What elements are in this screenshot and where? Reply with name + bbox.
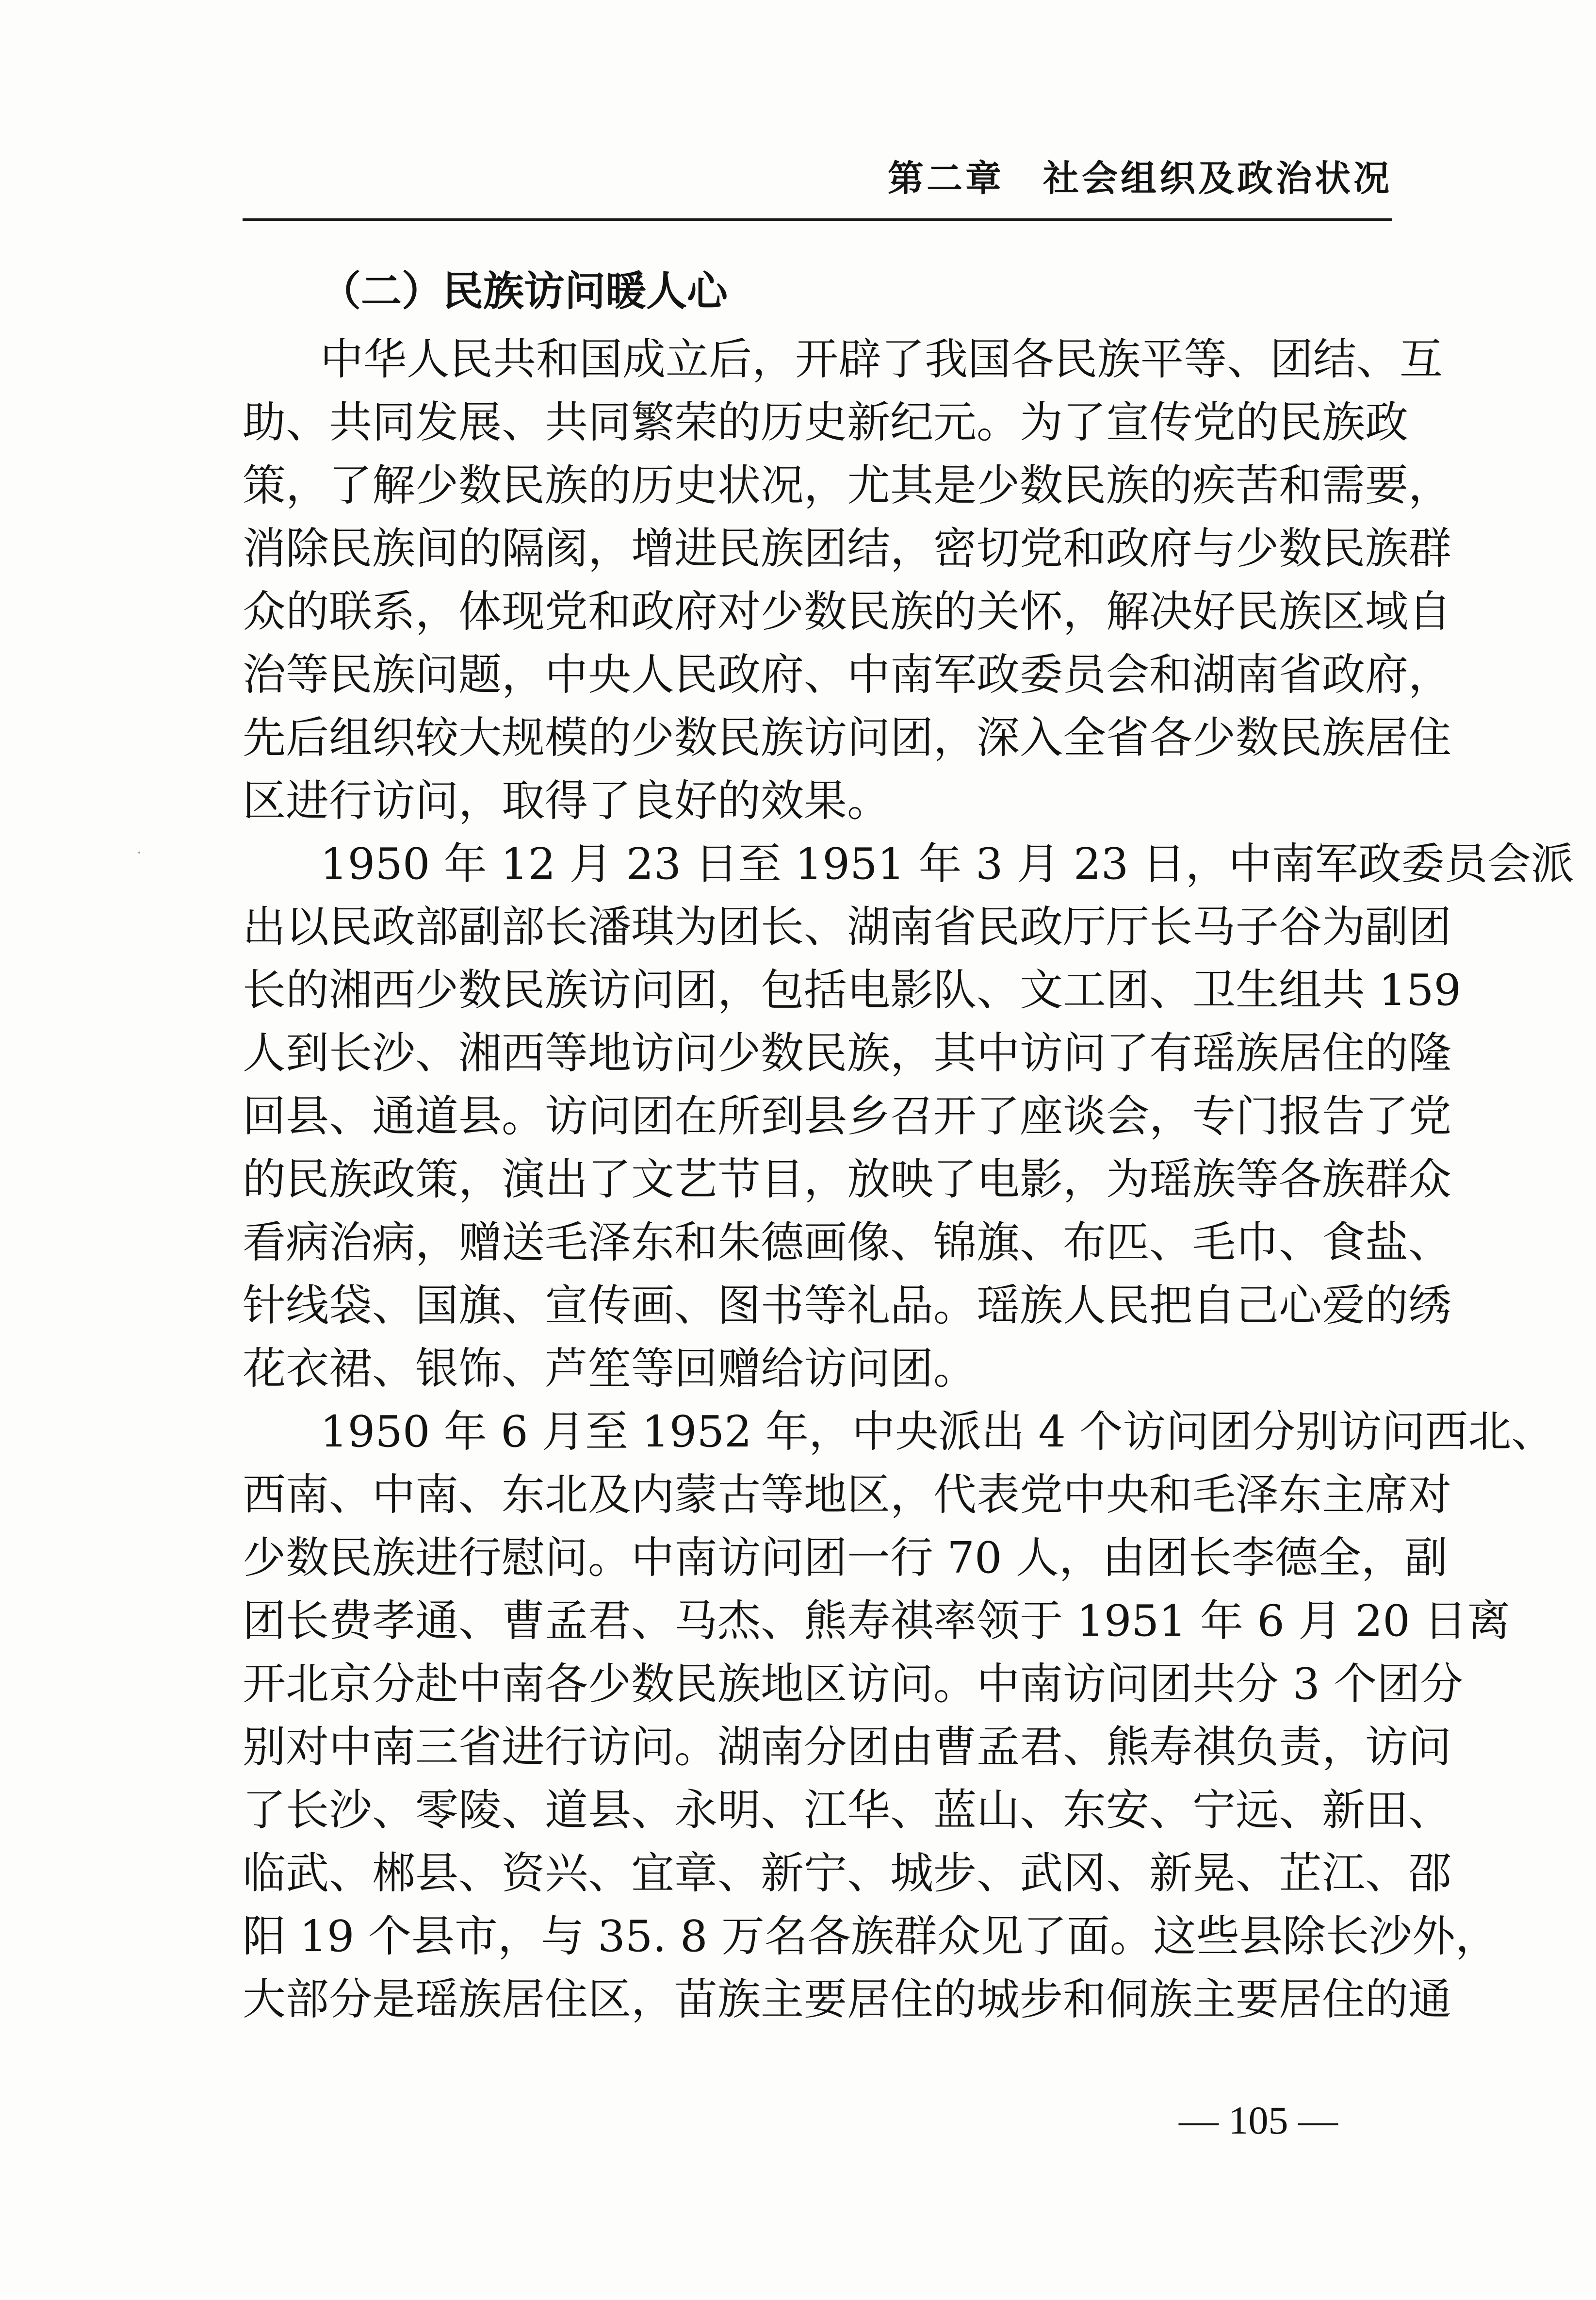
- text-line: 众的联系，体现党和政府对少数民族的关怀，解决好民族区域自: [243, 586, 1451, 637]
- text-line: 人到长沙、湘西等地访问少数民族，其中访问了有瑶族居住的隆: [243, 1028, 1451, 1078]
- section-heading: （二）民族访问暖人心: [320, 267, 728, 315]
- text-line: 临武、郴县、资兴、宜章、新宁、城步、武冈、新晃、芷江、邵: [243, 1848, 1451, 1898]
- text-line: 先后组织较大规模的少数民族访问团，深入全省各少数民族居住: [243, 712, 1451, 763]
- text-line: 助、共同发展、共同繁荣的历史新纪元。为了宣传党的民族政: [243, 397, 1408, 447]
- text-line: 别对中南三省进行访问。湖南分团由曹孟君、熊寿祺负责，访问: [243, 1722, 1451, 1772]
- text-line: 开北京分赴中南各少数民族地区访问。中南访问团共分 3 个团分: [243, 1659, 1464, 1709]
- scan-speck: [138, 852, 140, 854]
- text-line: 中华人民共和国成立后，开辟了我国各民族平等、团结、互: [320, 334, 1443, 384]
- text-line: 花衣裙、银饰、芦笙等回赠给访问团。: [243, 1343, 977, 1394]
- text-line: 出以民政部副部长潘琪为团长、湖南省民政厅厅长马子谷为副团: [243, 902, 1451, 952]
- text-line: 1950 年 12 月 23 日至 1951 年 3 月 23 日，中南军政委员会派: [320, 838, 1574, 889]
- text-line: 区进行访问，取得了良好的效果。: [243, 775, 890, 826]
- text-line: 大部分是瑶族居住区，苗族主要居住的城步和侗族主要居住的通: [243, 1974, 1451, 2024]
- text-line: 消除民族间的隔阂，增进民族团结，密切党和政府与少数民族群: [243, 523, 1451, 574]
- text-line: 看病治病，赠送毛泽东和朱德画像、锦旗、布匹、毛巾、食盐、: [243, 1217, 1451, 1267]
- text-line: 阳 19 个县市，与 35. 8 万名各族群众见了面。这些县除长沙外，: [243, 1911, 1498, 1961]
- text-line: 回县、通道县。访问团在所到县乡召开了座谈会，专门报告了党: [243, 1091, 1451, 1141]
- page-number: — 105 —: [1179, 2098, 1338, 2142]
- text-line: 策，了解少数民族的历史状况，尤其是少数民族的疾苦和需要，: [243, 460, 1451, 510]
- text-line: 西南、中南、东北及内蒙古等地区，代表党中央和毛泽东主席对: [243, 1469, 1451, 1520]
- text-line: 了长沙、零陵、道县、永明、江华、蓝山、东安、宁远、新田、: [243, 1785, 1451, 1835]
- text-line: 针线袋、国旗、宣传画、图书等礼品。瑶族人民把自己心爱的绣: [243, 1280, 1451, 1331]
- text-line: 团长费孝通、曹孟君、马杰、熊寿祺率领于 1951 年 6 月 20 日离: [243, 1595, 1511, 1646]
- text-line: 1950 年 6 月至 1952 年，中央派出 4 个访问团分别访问西北、: [320, 1406, 1555, 1457]
- text-line: 治等民族问题，中央人民政府、中南军政委员会和湖南省政府，: [243, 649, 1451, 700]
- text-line: 少数民族进行慰问。中南访问团一行 70 人，由团长李德全，副: [243, 1532, 1448, 1583]
- text-line: 长的湘西少数民族访问团，包括电影队、文工团、卫生组共 159: [243, 965, 1462, 1015]
- header-rule: [243, 218, 1392, 221]
- text-line: 的民族政策，演出了文艺节目，放映了电影，为瑶族等各族群众: [243, 1154, 1451, 1204]
- running-header: 第二章 社会组织及政治状况: [888, 158, 1392, 199]
